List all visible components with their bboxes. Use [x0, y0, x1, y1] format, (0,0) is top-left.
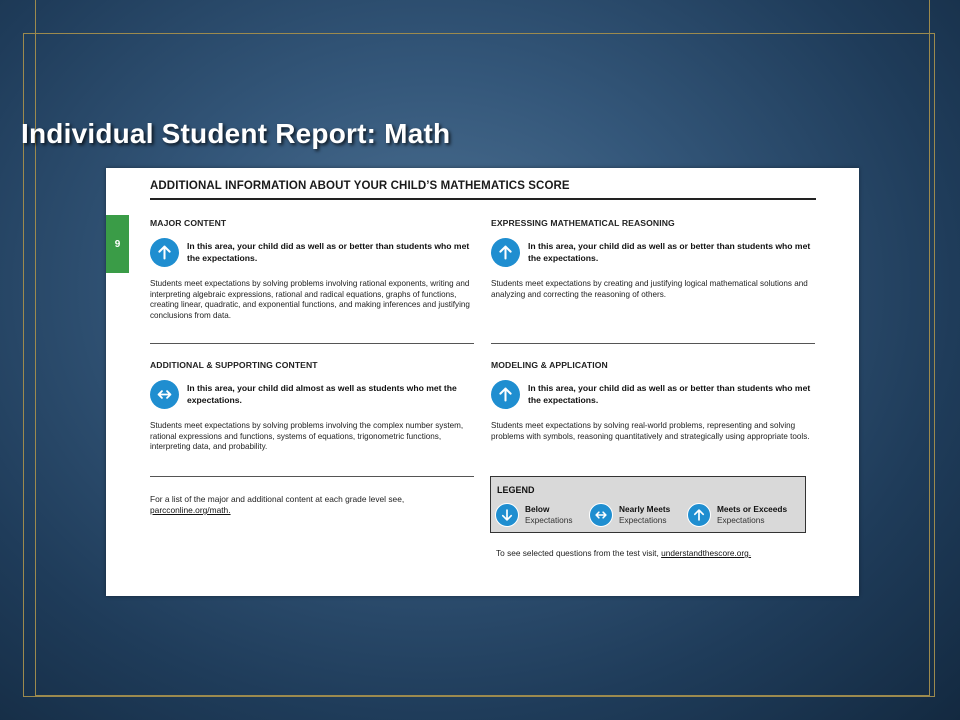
- legend-label: Below: [525, 504, 550, 514]
- section-title: EXPRESSING MATHEMATICAL REASONING: [491, 218, 675, 228]
- legend-item-meets-exceeds: [687, 503, 787, 527]
- visit-note: [496, 548, 751, 558]
- result-text: In this area, your child did as well as or better than students who met the expectations.: [187, 241, 470, 263]
- arrow-left-right-icon: [150, 380, 179, 409]
- section-title: MODELING & APPLICATION: [491, 360, 608, 370]
- section-description: Students meet expectations by solving real-world problems, representing and solving problems with symbols, reasoning quantitatively and strategically using appropriate tools.: [491, 421, 810, 441]
- slide-title: Individual Student Report: Math: [21, 118, 451, 149]
- section-modeling-application: [491, 360, 815, 442]
- divider: [150, 476, 474, 477]
- legend-box: [490, 476, 806, 533]
- legend-item-nearly-meets: [589, 503, 670, 527]
- divider: [491, 343, 815, 344]
- arrow-up-icon: [687, 503, 711, 527]
- legend-label: Meets or Exceeds: [717, 504, 788, 514]
- result-row: [491, 238, 815, 267]
- legend-title: LEGEND: [497, 485, 535, 495]
- result-text: In this area, your child did as well as or better than students who met the expectations.: [528, 241, 811, 263]
- arrow-up-icon: [150, 238, 179, 267]
- section-mathematical-reasoning: [491, 218, 815, 300]
- section-title: ADDITIONAL & SUPPORTING CONTENT: [150, 360, 318, 370]
- arrow-left-right-icon: [589, 503, 613, 527]
- parcconline-link[interactable]: parcconline.org/math.: [150, 505, 231, 515]
- divider: [150, 343, 474, 344]
- visit-text: To see selected questions from the test visit,: [496, 548, 659, 558]
- section-major-content: [150, 218, 474, 321]
- report-heading: ADDITIONAL INFORMATION ABOUT YOUR CHILD’S MATHEMATICS SCORE: [150, 180, 816, 200]
- report-document: [106, 168, 859, 596]
- footnote: [150, 494, 470, 516]
- legend-sublabel: Expectations: [525, 515, 573, 525]
- section-title: MAJOR CONTENT: [150, 218, 227, 228]
- result-text: In this area, your child did almost as well as students who met the expectations.: [187, 383, 457, 405]
- arrow-down-icon: [495, 503, 519, 527]
- legend-item-below: [495, 503, 573, 527]
- legend-sublabel: Expectations: [619, 515, 667, 525]
- section-description: Students meet expectations by creating and justifying logical mathematical solutions and analyzing and correcting the reasoning of others.: [491, 279, 808, 299]
- result-row: [150, 238, 474, 267]
- legend-label: Nearly Meets: [619, 504, 671, 514]
- result-row: [491, 380, 815, 409]
- page-number-tab: 9: [106, 215, 129, 273]
- section-description: Students meet expectations by solving problems involving the complex number system, rational expressions and functions, systems of equations, trigonometric functions, interpreting data, and probability.: [150, 421, 464, 452]
- understandthescore-link[interactable]: understandthescore.org.: [661, 548, 752, 558]
- legend-sublabel: Expectations: [717, 515, 765, 525]
- arrow-up-icon: [491, 380, 520, 409]
- footnote-text: For a list of the major and additional content at each grade level see,: [150, 494, 405, 504]
- section-description: Students meet expectations by solving problems involving rational exponents, writing and interpreting algebraic expressions, rational and radical equations, graphs of functions, creating linear, quadratic, and exponential functions, and making inferences and justifying conclusions from data.: [150, 279, 470, 320]
- result-text: In this area, your child did as well as or better than students who met the expectations.: [528, 383, 811, 405]
- section-additional-supporting-content: [150, 360, 474, 453]
- arrow-up-icon: [491, 238, 520, 267]
- result-row: [150, 380, 474, 409]
